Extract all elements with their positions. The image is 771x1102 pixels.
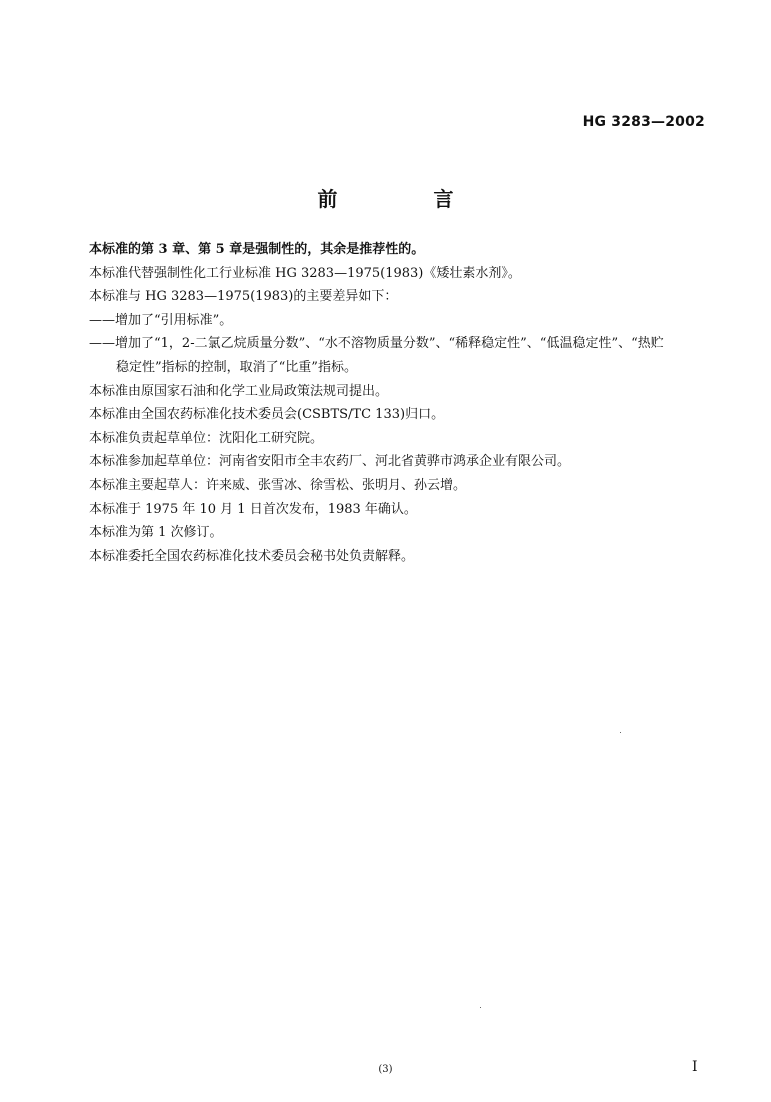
paragraph-participating-units: 本标准参加起草单位：河南省安阳市全丰农药厂、河北省黄骅市鸿承企业有限公司。 — [89, 454, 571, 470]
page-number: (3) — [378, 1064, 393, 1075]
paragraph-replaces: 本标准代替强制性化工行业标准 HG 3283—1975(1983)《矮壮素水剂》。 — [89, 265, 521, 281]
roman-page-number: I — [692, 1059, 698, 1075]
paragraph-administered-by: 本标准由全国农药标准化技术委员会(CSBTS/TC 133)归口。 — [89, 407, 445, 423]
paragraph-differences: 本标准与 HG 3283—1975(1983)的主要差异如下： — [89, 289, 398, 305]
list-item-difference-2-continued: 稳定性”指标的控制，取消了“比重”指标。 — [116, 359, 357, 375]
page-title: 前 言 — [317, 187, 492, 211]
paragraph-drafters: 本标准主要起草人：许来威、张雪冰、徐雪松、张明月、孙云增。 — [89, 477, 467, 493]
paragraph-mandatory-chapters: 本标准的第 3 章、第 5 章是强制性的，其余是推荐性的。 — [89, 242, 425, 257]
list-item-difference-2: ——增加了“1，2-二氯乙烷质量分数”、“水不溶物质量分数”、“稀释稳定性”、“低温稳定性”、“热贮 — [89, 336, 664, 352]
scan-speck — [620, 732, 621, 733]
paragraph-drafting-unit: 本标准负责起草单位：沈阳化工研究院。 — [89, 430, 324, 446]
foreword-body — [89, 238, 709, 568]
paragraph-interpretation: 本标准委托全国农药标准化技术委员会秘书处负责解释。 — [89, 548, 415, 564]
paragraph-first-issued: 本标准于 1975 年 10 月 1 日首次发布，1983 年确认。 — [89, 501, 417, 517]
scan-speck — [480, 1007, 481, 1008]
list-item-difference-1: ——增加了“引用标准”。 — [89, 312, 233, 328]
standard-code: HG 3283—2002 — [582, 114, 705, 130]
paragraph-proposed-by: 本标准由原国家石油和化学工业局政策法规司提出。 — [89, 383, 389, 399]
paragraph-revision: 本标准为第 1 次修订。 — [89, 525, 223, 541]
